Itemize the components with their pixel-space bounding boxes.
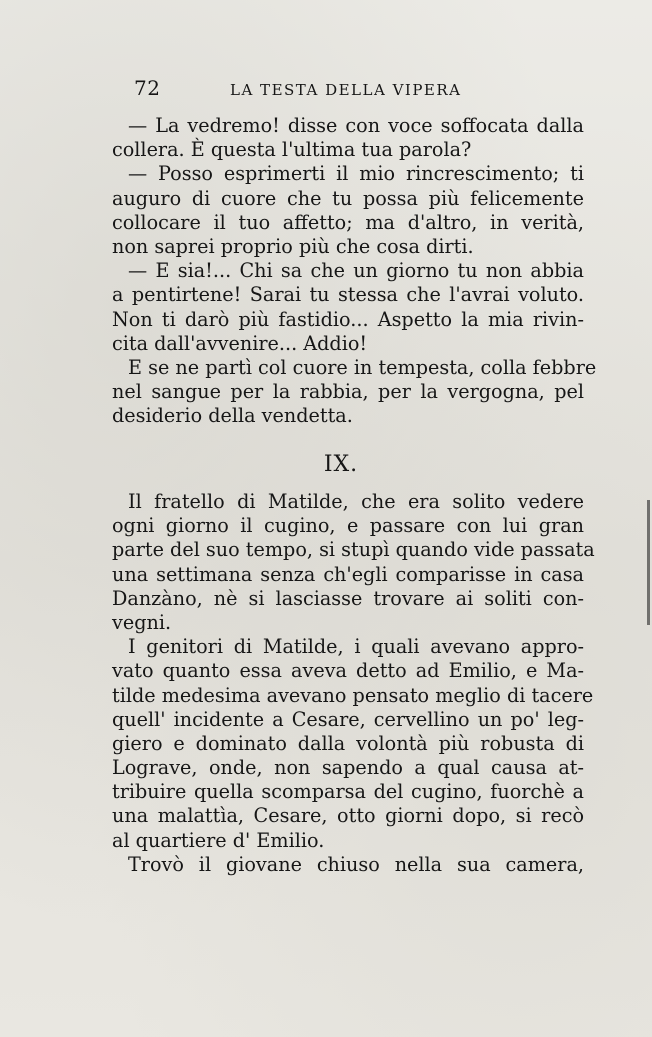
text-line: tilde medesima avevano pensato meglio di tacere — [112, 683, 594, 707]
text-line: vegni. — [112, 610, 172, 634]
text-line: a pentirtene! Sarai tu stessa che l'avrai voluto. — [112, 283, 584, 307]
text-block-dialogue — [112, 114, 597, 428]
text-line: Trovò il giovane chiuso nella sua camera, — [128, 852, 584, 876]
text-line: — E sia!... Chi sa che un giorno tu non abbia — [128, 259, 584, 283]
text-line: Lograve, onde, non sapendo a qual causa at- — [112, 756, 584, 780]
text-line: I genitori di Matilde, i quali avevano appro- — [128, 635, 584, 659]
running-title: LA TESTA DELLA VIPERA — [230, 81, 462, 99]
page-number: 72 — [134, 76, 161, 100]
text-line: cita dall'avvenire... Addio! — [112, 331, 368, 355]
text-line: collocare il tuo affetto; ma d'altro, in verità, — [112, 210, 584, 234]
text-line: desiderio della vendetta. — [112, 404, 353, 428]
text-line: — Posso esprimerti il mio rincrescimento; ti — [128, 162, 584, 186]
text-line: una settimana senza ch'egli comparisse in casa — [112, 562, 584, 586]
text-line: E se ne partì col cuore in tempesta, colla febbre — [128, 355, 597, 379]
text-line: una malattìa, Cesare, otto giorni dopo, si recò — [112, 804, 584, 828]
page-edge-shadow — [647, 500, 650, 625]
text-block-chapter-ix — [112, 490, 595, 877]
text-line: giero e dominato dalla volontà più robusta di — [112, 731, 584, 755]
page-header — [0, 76, 652, 106]
text-line: vato quanto essa aveva detto ad Emilio, e Ma- — [112, 659, 584, 683]
text-line: non saprei proprio più che cosa dirti. — [112, 234, 474, 258]
text-line: Il fratello di Matilde, che era solito vedere — [128, 490, 584, 513]
text-line: nel sangue per la rabbia, per la vergogna, pel — [112, 380, 584, 404]
text-line: Non ti darò più fastidio... Aspetto la mia rivin- — [112, 307, 584, 331]
text-line: collera. È questa l'ultima tua parola? — [112, 138, 472, 162]
text-line: ogni giorno il cugino, e passare con lui gran — [112, 514, 584, 538]
text-line: Danzàno, nè si lasciasse trovare ai soliti con- — [112, 586, 584, 610]
text-line: tribuire quella scomparsa del cugino, fuorchè a — [112, 780, 584, 804]
text-line: auguro di cuore che tu possa più felicemente — [112, 186, 584, 210]
chapter-heading — [0, 452, 652, 478]
text-line: — La vedremo! disse con voce soffocata dalla — [128, 114, 584, 137]
text-line: al quartiere d' Emilio. — [112, 828, 325, 852]
text-line: quell' incidente a Cesare, cervellino un po' leg- — [112, 707, 584, 731]
text-line: parte del suo tempo, si stupì quando vide passata — [112, 538, 595, 562]
chapter-number: IX. — [323, 452, 359, 477]
